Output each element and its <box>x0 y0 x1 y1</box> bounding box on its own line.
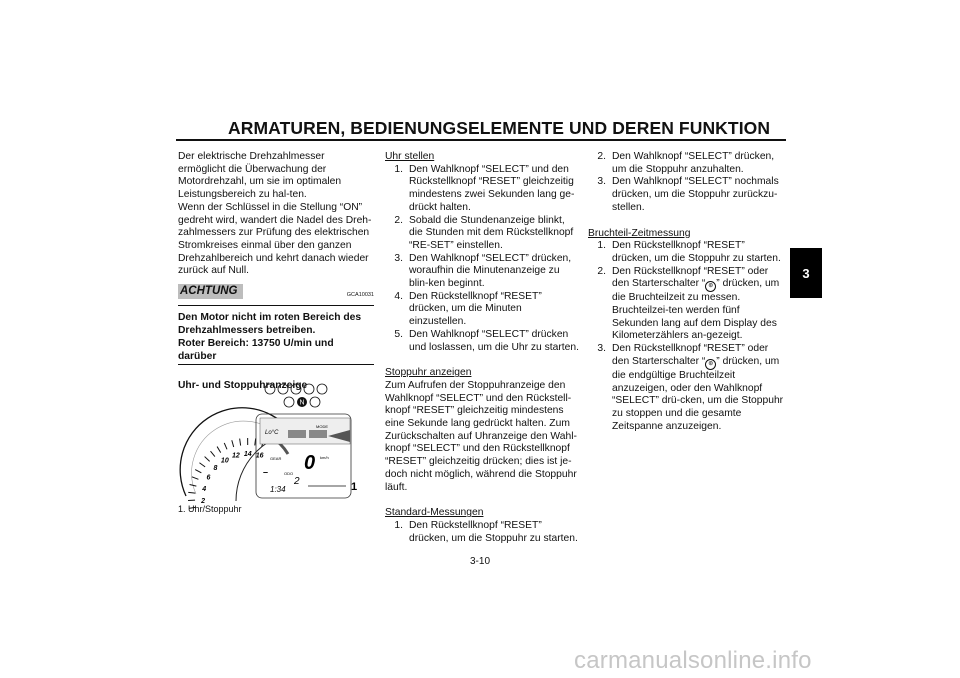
column-3 <box>588 151 784 433</box>
column-1 <box>178 151 374 393</box>
tach-number: 4 <box>202 485 207 493</box>
step-number: 1. <box>394 163 403 175</box>
heading-stoppuhr-anzeigen: Stoppuhr anzeigen <box>385 367 472 379</box>
tach-tick <box>188 492 195 493</box>
step-text <box>612 266 784 344</box>
bar-segments <box>288 430 306 438</box>
tach-tick <box>205 457 210 462</box>
column-2 <box>385 151 581 545</box>
bar-text: Lo°C <box>265 430 279 436</box>
turn-signal-indicator-icon <box>265 384 275 394</box>
step-text: Den Wahlknopf “SELECT” nochmals drücken, um die Stoppuhr zurückzu-stellen. <box>612 176 779 213</box>
step-number: 2. <box>597 265 606 277</box>
steps-standard-messungen <box>385 520 581 545</box>
figure-callout: 1 <box>351 481 358 493</box>
step-text: Den Wahlknopf “SELECT” drücken, um die Stoppuhr anzuhalten. <box>612 151 775 175</box>
bar-segments-2 <box>309 430 327 438</box>
steps-bruchteil <box>588 240 784 433</box>
warning-code: GCA10031 <box>346 291 374 298</box>
step-text <box>612 343 784 433</box>
speed-unit: km/h <box>320 455 329 460</box>
step-text-part: ” drücken, um die Bruchteilzeit zu messen. Bruchteilzei-ten werden fünf Sekunden lang auf dem Display des Kilometerzählers an-gezeigt. <box>612 278 780 342</box>
step-number: 2. <box>394 214 403 226</box>
intro-paragraph: Der elektrische Drehzahlmesser ermöglicht die Überwachung der Motordrehzahl, um sie im optimalen Leistungsbereich zu hal-ten. <box>178 151 342 201</box>
engine-warning-indicator-icon <box>278 384 288 394</box>
list-item <box>385 520 581 545</box>
clock-value: 1:34 <box>270 485 286 494</box>
list-item <box>588 176 784 214</box>
stoppuhr-paragraph: Zum Aufrufen der Stoppuhranzeige den Wahlknopf “SELECT” und den Rückstell-knopf “RESET” gleichzeitig mindestens eine Sekunde lang gedrückt halten. Zum Zurückschalten auf Uhranzeige den Wahl-knopf “SELECT” und den Rückstellknopf “RESET” gleichzeitig drücken; dies ist je-doch nicht möglich, während die Stoppuhr läuft. <box>385 379 577 493</box>
tach-tick <box>240 439 241 446</box>
watermark: carmanualsonline.info <box>574 647 812 674</box>
steps-standard-messungen-cont <box>588 151 784 215</box>
step-text: Den Wahlknopf “SELECT” und den Rückstellknopf “RESET” gleichzeitig mindestens zwei Sekunden lang ge-drückt halten. <box>409 163 575 213</box>
list-item <box>385 253 581 291</box>
warning-rule-bottom <box>178 364 374 365</box>
step-text-part: Den Rückstellknopf “RESET” oder den Starterschalter “ <box>612 343 769 367</box>
list-item <box>588 343 784 433</box>
meter-illustration <box>178 376 374 505</box>
warning-label: ACHTUNG <box>178 284 243 299</box>
step-text: Den Rückstellknopf “RESET” drücken, um die Stoppuhr zu starten. <box>409 519 578 544</box>
tach-numbers <box>200 451 264 505</box>
tach-number: 14 <box>243 451 252 459</box>
turn-signal-right-indicator-icon <box>317 384 327 394</box>
heading-standard-messungen: Standard-Messungen <box>385 507 484 519</box>
page-title: ARMATUREN, BEDIENUNGSELEMENTE UND DEREN FUNKTION <box>228 118 771 138</box>
list-item <box>385 164 581 215</box>
odo-label: ODO <box>284 471 294 476</box>
list-item <box>385 291 581 329</box>
odo-value: 2 <box>294 476 300 487</box>
gear-indicator: – <box>263 467 269 477</box>
step-number: 3. <box>597 176 606 188</box>
list-item <box>385 329 581 354</box>
tach-number: 2 <box>201 497 205 505</box>
gear-label: GEAR <box>270 456 282 461</box>
tach-number: 10 <box>220 457 229 465</box>
step-number: 4. <box>394 290 403 302</box>
step-number: 3. <box>394 252 403 264</box>
tach-tick <box>211 451 215 456</box>
tach-tick <box>217 447 221 453</box>
coolant-indicator-icon <box>310 397 320 407</box>
step-number: 2. <box>597 151 606 162</box>
heading-bruchteil-zeitmessung: Bruchteil-Zeitmessung <box>588 227 691 239</box>
steps-uhr-stellen <box>385 164 581 355</box>
step-text-part: Den Rückstellknopf “RESET” oder den Starterschalter “ <box>612 265 769 290</box>
step-text: Den Rückstellknopf “RESET” drücken, um die Minuten einzustellen. <box>409 290 542 328</box>
tach-number: 12 <box>231 452 240 460</box>
svg-text:N: N <box>299 399 305 407</box>
list-item <box>385 215 581 253</box>
step-number: 1. <box>394 519 403 531</box>
tach-tick <box>255 438 256 445</box>
high-beam-indicator-icon <box>284 397 294 407</box>
indicator-lights <box>265 384 327 407</box>
section-heading: Uhr- und Stoppuhranzeige <box>178 380 308 392</box>
tach-number: 6 <box>206 474 211 482</box>
warning-text-2: Roter Bereich: 13750 U/min und darüber <box>178 337 334 362</box>
mode-label: MODE <box>316 424 328 429</box>
speed-value: 0 <box>304 452 316 474</box>
starter-switch-icon: ⊛ <box>705 281 716 292</box>
step-number: 1. <box>597 240 606 252</box>
step-text: Den Wahlknopf “SELECT” drücken, woraufhin die Minutenanzeige zu blin-ken beginnt. <box>409 252 572 290</box>
step-number: 5. <box>394 328 403 340</box>
tach-ticks <box>188 438 263 508</box>
tach-tick <box>199 463 205 467</box>
title-underline <box>176 139 786 141</box>
tach-tick <box>232 440 234 447</box>
step-text: Den Wahlknopf “SELECT” drücken und loslassen, um die Uhr zu starten. <box>409 328 579 353</box>
fuel-indicator-icon <box>304 384 314 394</box>
list-item <box>588 266 784 344</box>
tach-tick <box>195 470 201 473</box>
figure-caption: 1. Uhr/Stoppuhr <box>178 504 242 514</box>
warning-text: Den Motor nicht im roten Bereich des Drehzahlmessers betreiben. <box>178 312 362 337</box>
tach-tick <box>192 477 199 479</box>
chapter-tab: 3 <box>790 248 822 298</box>
step-text: Den Rückstellknopf “RESET” drücken, um die Stoppuhr zu starten. <box>612 240 781 264</box>
step-text-part: ” drücken, um die endgültige Bruchteilzeit anzuzeigen, oder den Wahlknopf “SELECT” drü-cken, um die Stoppuhr zu stoppen und die gesamte Zeitspanne anzuzeigen. <box>612 355 784 432</box>
step-text: Sobald die Stundenanzeige blinkt, die Stunden mit dem Rückstellknopf “RE-SET” einstellen. <box>409 214 574 251</box>
tach-number: 8 <box>213 464 218 472</box>
tach-number: 16 <box>255 452 264 460</box>
tach-tick <box>224 443 227 449</box>
starter-switch-icon: ⊛ <box>705 359 716 370</box>
list-item <box>588 240 784 265</box>
list-item <box>588 151 784 176</box>
step-number: 3. <box>597 343 606 355</box>
warning-rule-top <box>178 305 374 306</box>
heading-uhr-stellen: Uhr stellen <box>385 151 435 162</box>
intro-paragraph-2: Wenn der Schlüssel in die Stellung “ON” gedreht wird, wandert die Nadel des Dreh-zahlmessers zur Prüfung des elektrischen Stromkreises einmal über den ganzen Drehzahlbereich und kehrt danach wieder zurück auf Null. <box>178 201 372 277</box>
oil-indicator-icon <box>291 384 301 394</box>
page-number: 3-10 <box>470 556 491 567</box>
